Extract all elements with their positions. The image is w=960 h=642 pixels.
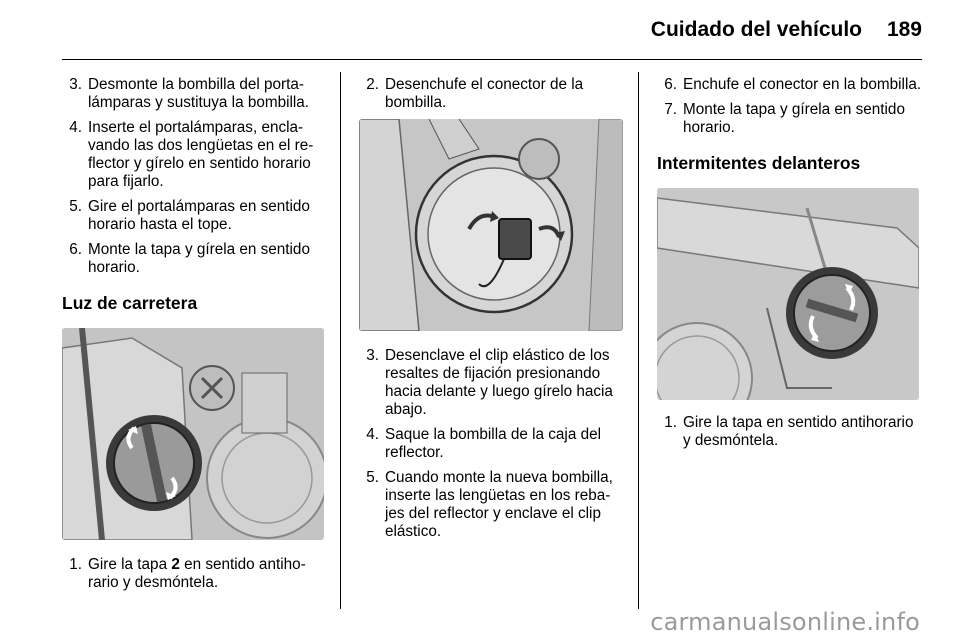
step-text: Cuando monte la nueva bombilla, inserte las lengüetas en los rebajes del reflector y enclave el clip elástico. (385, 469, 613, 540)
steps-list (657, 414, 922, 450)
step-text: Inserte el portalámparas, enclavando las dos lengüetas en el reflector y gírelo en sentido horario para fijarlo. (88, 119, 314, 190)
list-item (657, 76, 922, 94)
high-beam-cover-illustration (62, 328, 324, 540)
list-item (359, 76, 623, 112)
column-divider-1 (340, 72, 341, 609)
column-3 (657, 76, 922, 457)
list-item (62, 76, 324, 112)
page-number: 189 (886, 18, 922, 41)
list-item (62, 556, 324, 592)
list-item (62, 198, 324, 234)
list-item (657, 101, 922, 137)
column-divider-2 (638, 72, 639, 609)
watermark: carmanualsonline.info (650, 608, 920, 636)
step-number: 4. (69, 119, 82, 136)
step-number: 1. (69, 556, 82, 573)
step-text: Gire la tapa en sentido antihorario y desmóntela. (683, 414, 914, 449)
front-indicator-cover-illustration (657, 188, 919, 400)
step-number: 3. (69, 76, 82, 93)
list-item (359, 469, 623, 541)
step-text: Monte la tapa y gírela en sentido horario. (88, 241, 310, 276)
step-number: 5. (366, 469, 379, 486)
column-2 (359, 76, 623, 548)
step-text: Desenclave el clip elástico de los resaltes de fijación presionando hacia delante y luego gírelo hacia abajo. (385, 347, 613, 418)
callout-number: 2 (171, 556, 180, 573)
steps-list (359, 76, 623, 112)
step-text: Monte la tapa y gírela en sentido horario. (683, 101, 905, 136)
page-title: Cuidado del vehículo (650, 18, 862, 41)
step-number: 6. (69, 241, 82, 258)
step-text: Gire la tapa 2 en sentido antihorario y desmóntela. (88, 556, 306, 591)
steps-list (359, 347, 623, 541)
step-text: Enchufe el conector en la bombilla. (683, 76, 922, 93)
step-number: 4. (366, 426, 379, 443)
step-number: 2. (366, 76, 379, 93)
step-number: 1. (664, 414, 677, 431)
step-text: Desmonte la bombilla del portalámparas y sustituya la bombilla. (88, 76, 310, 111)
list-item (359, 426, 623, 462)
list-item (62, 241, 324, 277)
steps-list (62, 556, 324, 592)
steps-list (657, 76, 922, 137)
step-number: 7. (664, 101, 677, 118)
section-heading-front-indicators: Intermitentes delanteros (657, 153, 861, 173)
list-item (62, 119, 324, 191)
header-rule (62, 59, 922, 60)
list-item (657, 414, 922, 450)
step-text: Saque la bombilla de la caja del reflector. (385, 426, 602, 461)
steps-list (62, 76, 324, 277)
step-number: 6. (664, 76, 677, 93)
step-text: Gire el portalámparas en sentido horario hasta el tope. (88, 198, 310, 233)
section-heading-high-beam: Luz de carretera (62, 293, 198, 313)
column-1 (62, 76, 324, 599)
list-item (359, 347, 623, 419)
step-text: Desenchufe el conector de la bombilla. (385, 76, 584, 111)
step-number: 5. (69, 198, 82, 215)
step-number: 3. (366, 347, 379, 364)
bulb-connector-illustration (359, 119, 623, 331)
